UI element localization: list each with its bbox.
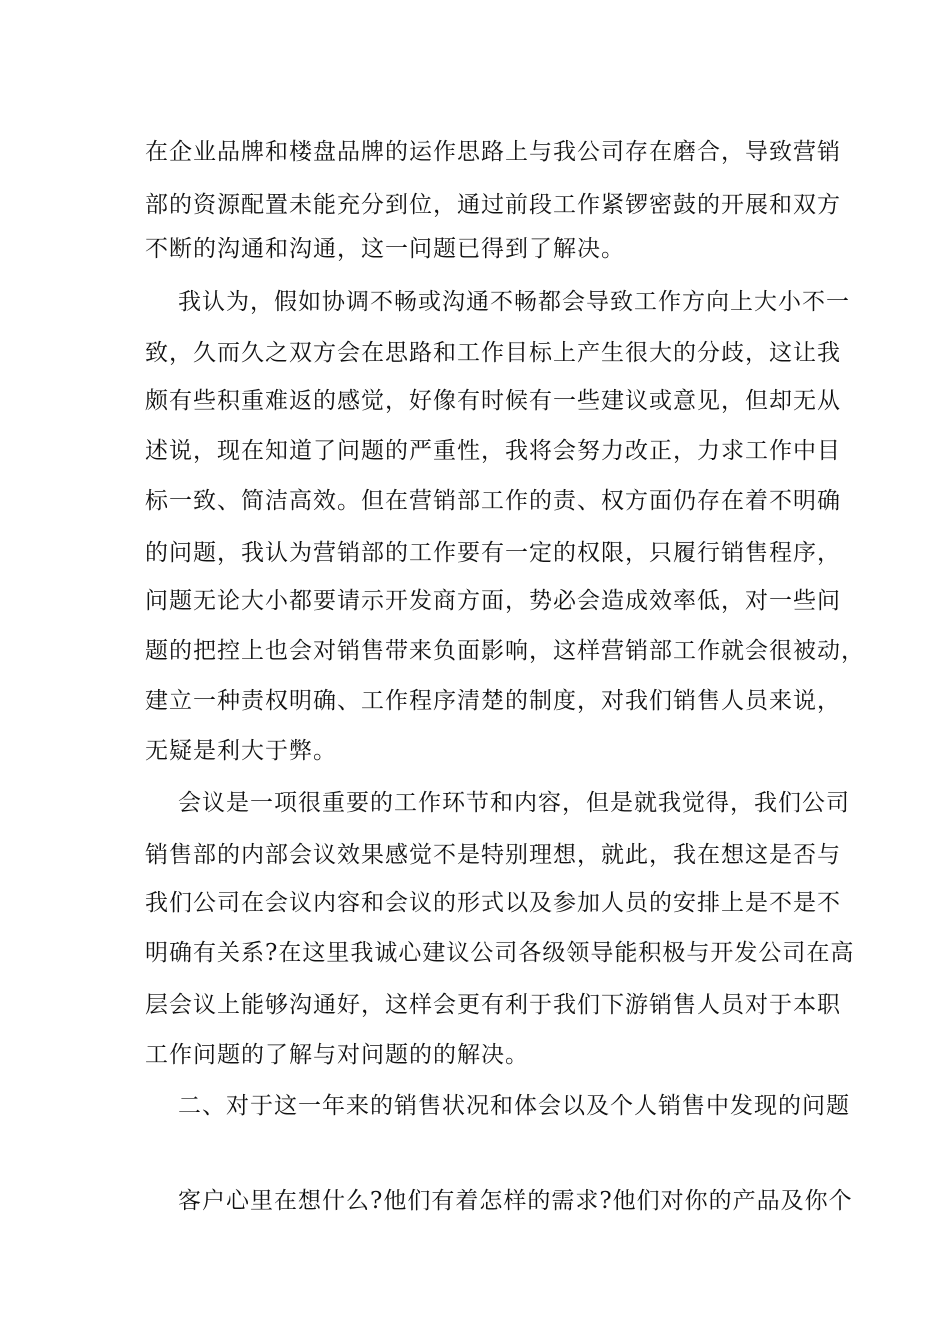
paragraph-line: 会议是一项很重要的工作环节和内容，但是就我觉得，我们公司 — [178, 790, 850, 816]
paragraph-line: 颇有些积重难返的感觉，好像有时候有一些建议或意见，但却无从 — [145, 388, 841, 414]
paragraph-line: 述说，现在知道了问题的严重性，我将会努力改正，力求工作中目 — [145, 438, 841, 464]
paragraph-line: 客户心里在想什么?他们有着怎样的需求?他们对你的产品及你个 — [178, 1188, 853, 1214]
paragraph-line: 我们公司在会议内容和会议的形式以及参加人员的安排上是不是不 — [145, 890, 841, 916]
paragraph-line: 题的把控上也会对销售带来负面影响，这样营销部工作就会很被动， — [145, 638, 865, 664]
section-heading: 二、对于这一年来的销售状况和体会以及个人销售中发现的问题 — [178, 1093, 850, 1119]
paragraph-line: 在企业品牌和楼盘品牌的运作思路上与我公司存在磨合，导致营销 — [145, 139, 841, 165]
paragraph-line: 工作问题的了解与对问题的的解决。 — [145, 1042, 529, 1068]
paragraph-line: 销售部的内部会议效果感觉不是特别理想，就此，我在想这是否与 — [145, 842, 841, 868]
paragraph-line: 层会议上能够沟通好，这样会更有利于我们下游销售人员对于本职 — [145, 992, 841, 1018]
paragraph-line: 无疑是利大于弊。 — [145, 738, 337, 764]
paragraph-line: 部的资源配置未能充分到位，通过前段工作紧锣密鼓的开展和双方 — [145, 192, 841, 218]
paragraph-line: 建立一种责权明确、工作程序清楚的制度，对我们销售人员来说， — [145, 688, 841, 714]
paragraph-line: 致，久而久之双方会在思路和工作目标上产生很大的分歧，这让我 — [145, 340, 841, 366]
paragraph-line: 明确有关系?在这里我诚心建议公司各级领导能积极与开发公司在高 — [145, 940, 855, 966]
paragraph-line: 的问题，我认为营销部的工作要有一定的权限，只履行销售程序， — [145, 540, 841, 566]
paragraph-line: 我认为，假如协调不畅或沟通不畅都会导致工作方向上大小不一 — [178, 289, 850, 315]
paragraph-line: 标一致、简洁高效。但在营销部工作的责、权方面仍存在着不明确 — [145, 488, 841, 514]
paragraph-line: 问题无论大小都要请示开发商方面，势必会造成效率低，对一些问 — [145, 588, 841, 614]
paragraph-line: 不断的沟通和沟通，这一问题已得到了解决。 — [145, 236, 625, 262]
